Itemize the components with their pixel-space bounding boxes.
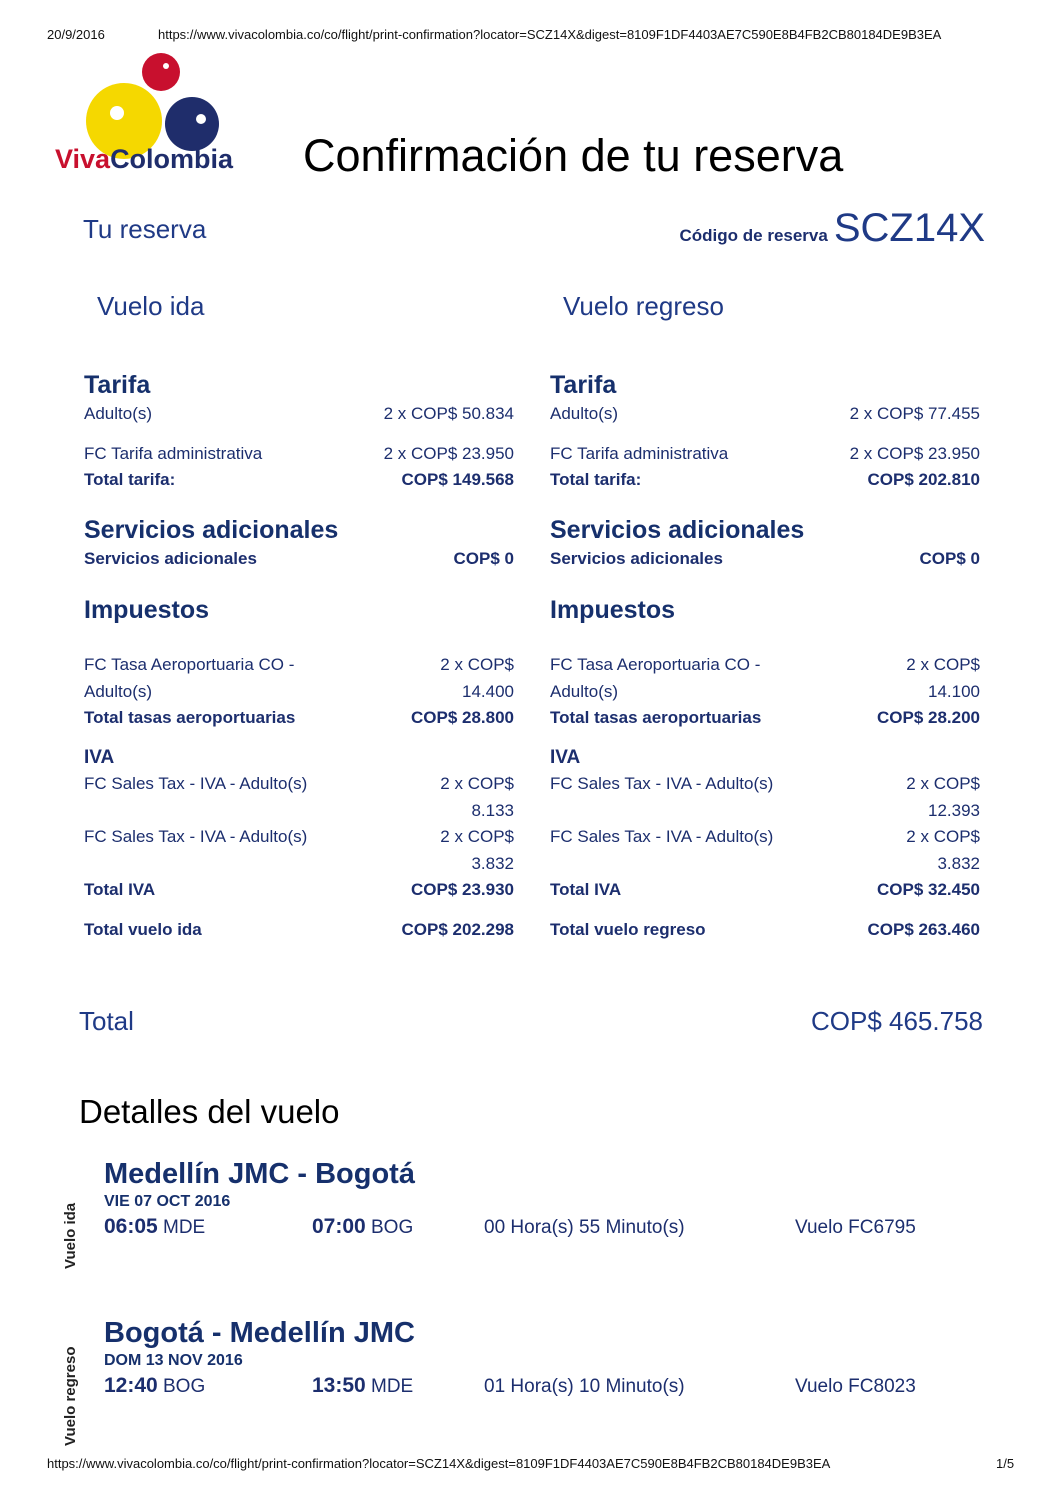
flight-number: Vuelo FC8023 bbox=[795, 1376, 916, 1397]
servicios-heading: Servicios adicionales bbox=[550, 516, 805, 544]
impuestos-heading: Impuestos bbox=[84, 596, 210, 624]
return-heading: Vuelo regreso bbox=[563, 291, 724, 321]
arrival: 13:50 MDE bbox=[312, 1374, 414, 1397]
print-date: 20/9/2016 bbox=[47, 27, 105, 42]
flight-details-heading: Detalles del vuelo bbox=[79, 1093, 340, 1130]
servicios-heading: Servicios adicionales bbox=[84, 516, 339, 544]
arrival: 07:00 BOG bbox=[312, 1215, 414, 1238]
outbound-heading: Vuelo ida bbox=[97, 291, 205, 321]
departure: 06:05 MDE bbox=[104, 1215, 206, 1238]
booking-code-label: Código de reserva bbox=[679, 226, 828, 245]
print-url: https://www.vivacolombia.co/co/flight/print-confirmation?locator=SCZ14X&digest=8109F1DF4403AE7C590E8B4FB2CB80184DE9B3EA bbox=[158, 27, 942, 42]
grand-total-label: Total bbox=[79, 1006, 134, 1036]
duration: 00 Hora(s) 55 Minuto(s) bbox=[484, 1217, 685, 1238]
departure: 12:40 BOG bbox=[104, 1374, 206, 1397]
tu-reserva-label: Tu reserva bbox=[83, 214, 207, 244]
grand-total-value: COP$ 465.758 bbox=[810, 1006, 983, 1036]
vivacolombia-logo[interactable] bbox=[55, 50, 255, 180]
page-number: 1/5 bbox=[996, 1456, 1015, 1471]
impuestos-heading: Impuestos bbox=[550, 596, 676, 624]
segment-date: DOM 13 NOV 2016 bbox=[104, 1352, 243, 1369]
flight-number: Vuelo FC6795 bbox=[795, 1217, 916, 1238]
duration: 01 Hora(s) 10 Minuto(s) bbox=[484, 1376, 685, 1397]
segment-route: Medellín JMC - Bogotá bbox=[104, 1158, 415, 1190]
booking-code-value: SCZ14X bbox=[833, 206, 985, 250]
tarifa-heading: Tarifa bbox=[84, 371, 151, 399]
segment-side-label: Vuelo regreso bbox=[62, 1346, 79, 1446]
segment-side-label: Vuelo ida bbox=[62, 1202, 79, 1269]
footer-url: https://www.vivacolombia.co/co/flight/print-confirmation?locator=SCZ14X&digest=8109F1DF4403AE7C590E8B4FB2CB80184DE9B3EA bbox=[47, 1456, 831, 1471]
segment-date: VIE 07 OCT 2016 bbox=[104, 1193, 231, 1210]
logo-text: VivaColombia bbox=[55, 144, 234, 174]
booking-code bbox=[680, 206, 986, 251]
segment-route: Bogotá - Medellín JMC bbox=[104, 1317, 415, 1349]
tarifa-heading: Tarifa bbox=[550, 371, 617, 399]
page-title: Confirmación de tu reserva bbox=[303, 130, 844, 181]
